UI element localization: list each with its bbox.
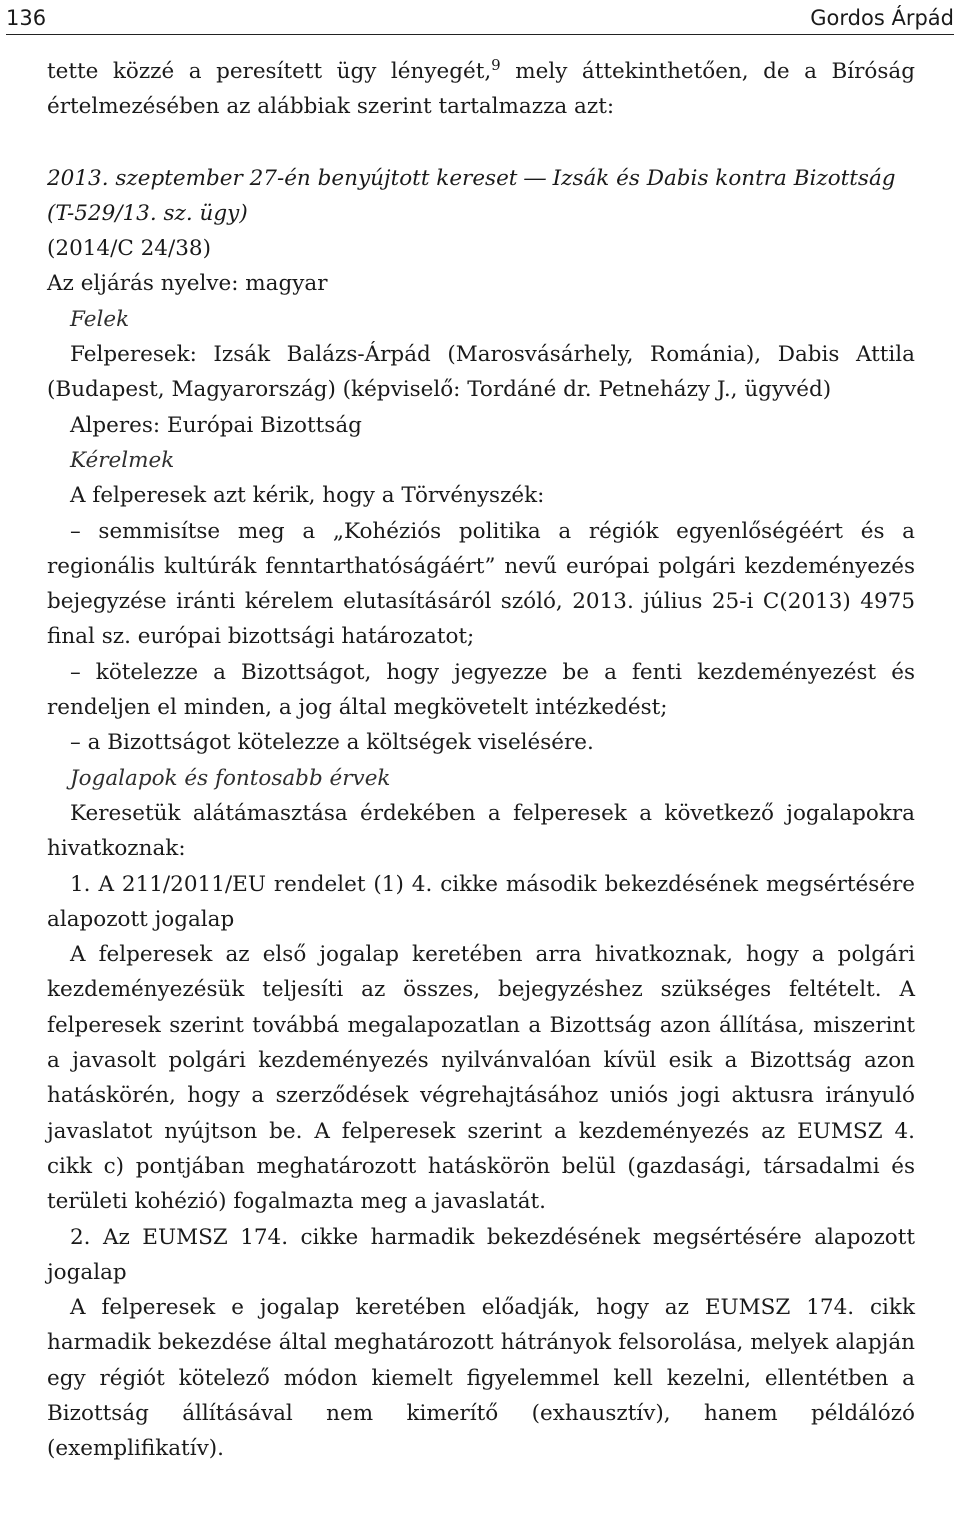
case-reference: (2014/C 24/38) — [47, 236, 211, 262]
case-title: 2013. szeptember 27-én benyújtott kereset ― Izsák és Dabis kontra Bizottság (T-529/13. sz. ügy) — [47, 165, 896, 226]
request-item-2: – kötelezze a Bizottságot, hogy jegyezze be a fenti kezdeményezést és rendeljen el minden, a jog által megkövetelt intézkedést; — [47, 659, 915, 721]
document-body — [47, 54, 915, 1467]
parties-heading: Felek — [70, 306, 130, 332]
requests-heading: Kérelmek — [70, 447, 175, 473]
running-head-author: Gordos Árpád — [810, 6, 954, 30]
request-item-1: – semmisítse meg a „Kohéziós politika a régiók egyenlőségéért és a regionális kultúrák fenntarthatóságáért” nevű európai polgári kezdeményezés bejegyzése iránti kérelem elutasításáról szóló, 2013. július 25-i C(2013) 4975 final sz. európai bizottsági határozatot; — [47, 518, 915, 650]
intro-rest-text: mely áttekinthetően, de a Bíróság értelmezésében az alábbiak szerint tartalmazza azt: — [47, 59, 915, 120]
grounds-heading: Jogalapok és fontosabb érvek — [70, 765, 391, 791]
ground-1-text: A felperesek az első jogalap keretében arra hivatkoznak, hogy a polgári kezdeményezésük teljesíti az összes, bejegyzéshez szükséges feltételt. A felperesek szerint továbbá megalapozatlan a Bizottság azon állítása, miszerint a javasolt polgári kezdeményezés nyilvánvalóan kívül esik a Bizottság azon hatáskörén, hogy a szerződések végrehajtásához uniós jogi aktusra irányuló javaslatot nyújtson be. A felperesek szerint a kezdeményezés az EUMSZ 4. cikk c) pontjában meghatározott hatáskörön belül (gazdasági, társadalmi és területi kohézió) fogalmazta meg a javaslatát. — [47, 942, 915, 1215]
plaintiffs-paragraph: Felperesek: Izsák Balázs-Árpád (Marosvásárhely, Románia), Dabis Attila (Budapest, Magyarország) (képviselő: Tordáné dr. Petneházy J., ügyvéd) — [47, 342, 915, 403]
requests-intro: A felperesek azt kérik, hogy a Törvényszék: — [70, 483, 545, 509]
request-item-3: – a Bizottságot kötelezze a költségek viselésére. — [70, 730, 594, 756]
grounds-intro: Keresetük alátámasztása érdekében a felperesek a következő jogalapokra hivatkoznak: — [47, 800, 915, 862]
proceedings-language: Az eljárás nyelve: magyar — [47, 271, 328, 297]
ground-2-text: A felperesek e jogalap keretében előadják, hogy az EUMSZ 174. cikk harmadik bekezdése által meghatározott hátrányok felsorolása, melyek alapján egy régiót kötelező módon kiemelt figyelemmel kell kezelni, ellentétben a Bizottság állításával nem kimerítő (exhausztív), hanem példálózó (exemplifikatív). — [47, 1295, 915, 1462]
ground-1-title: 1. A 211/2011/EU rendelet (1) 4. cikke második bekezdésének megsértésére alapozott jogalap — [47, 871, 915, 932]
page-header — [6, 2, 954, 35]
ground-2-title: 2. Az EUMSZ 174. cikke harmadik bekezdésének megsértésére alapozott jogalap — [47, 1224, 915, 1285]
intro-text: tette közzé a peresített ügy lényegét, — [47, 59, 492, 84]
intro-paragraph — [47, 54, 915, 125]
defendant-paragraph: Alperes: Európai Bizottság — [70, 412, 362, 438]
page-number: 136 — [6, 6, 47, 30]
footnote-marker: 9 — [491, 55, 501, 74]
